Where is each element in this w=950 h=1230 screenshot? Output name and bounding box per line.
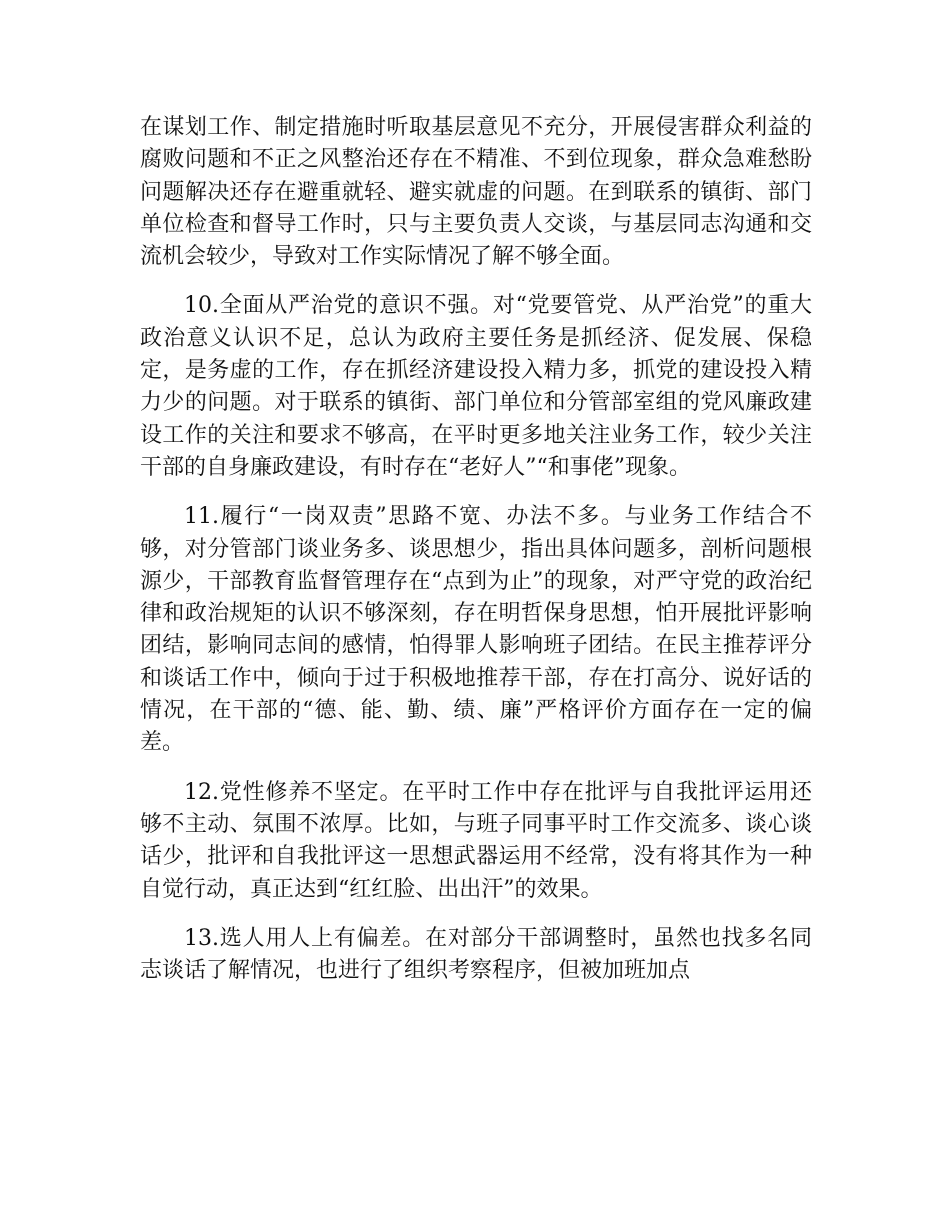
paragraph-2: 10.全面从严治党的意识不强。对“党要管党、从严治党”的重大政治意义认识不足，总认为政府主要任务是抓经济、促发展、保稳定，是务虚的工作，存在抓经济建设投入精力多，抓党的建设投入精力少的问题。对于联系的镇街、部门单位和分管部室组的党风廉政建设工作的关注和要求不够高，在平时更多地关注业务工作，较少关注干部的自身廉政建设，有时存在“老好人”“和事佬”现象。 xyxy=(140,293,812,480)
paragraph-5: 13.选人用人上有偏差。在对部分干部调整时，虽然也找多名同志谈话了解情况，也进行了组织考察程序，但被加班加点 xyxy=(140,925,812,984)
paragraph-3: 11.履行“一岗双责”思路不宽、办法不多。与业务工作结合不够，对分管部门谈业务多、谈思想少，指出具体问题多，剖析问题根源少，干部教育监督管理存在“点到为止”的现象，对严守党的政治纪律和政治规矩的认识不够深刻，存在明哲保身思想，怕开展批评影响团结，影响同志间的感情，怕得罪人影响班子团结。在民主推荐评分和谈话工作中，倾向于过于积极地推荐干部，存在打高分、说好话的情况，在干部的“德、能、勤、绩、廉”严格评价方面存在一定的偏差。 xyxy=(140,504,812,756)
document-page xyxy=(140,112,812,1004)
paragraph-1: 在谋划工作、制定措施时听取基层意见不充分，开展侵害群众利益的腐败问题和不正之风整治还存在不精准、不到位现象，群众急难愁盼问题解决还存在避重就轻、避实就虚的问题。在到联系的镇街、部门单位检查和督导工作时，只与主要负责人交谈，与基层同志沟通和交流机会较少，导致对工作实际情况了解不够全面。 xyxy=(140,115,812,270)
paragraph-4: 12.党性修养不坚定。在平时工作中存在批评与自我批评运用还够不主动、氛围不浓厚。比如，与班子同事平时工作交流多、谈心谈话少，批评和自我批评这一思想武器运用不经常，没有将其作为一种自觉行动，真正达到“红红脸、出出汗”的效果。 xyxy=(140,779,812,902)
